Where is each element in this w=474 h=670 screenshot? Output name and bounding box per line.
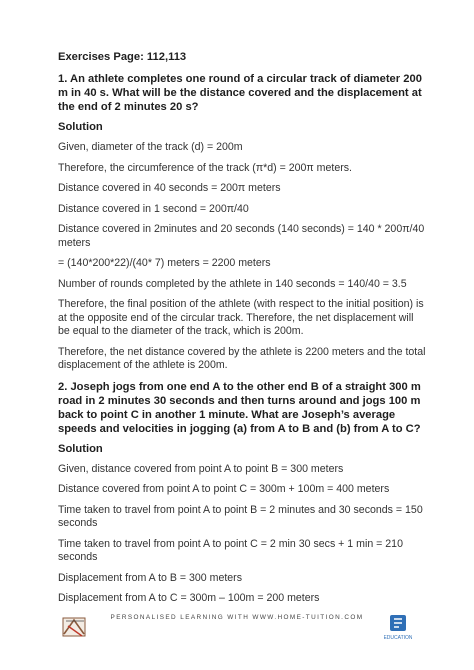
solution-2-lines [58,463,426,606]
solution-line: Therefore, the final position of the athlete (with respect to the initial position) is at the opposite end of the circular track. Therefore, the net displacement will be equal to the diameter of the track, which is 200m. [58,298,424,337]
question-1: 1. An athlete completes one round of a circular track of diameter 200 m in 40 s. What will be the distance covered and the displacement at the end of 2 minutes 20 s? [58,73,422,113]
solution-line: Number of rounds completed by the athlete in 140 seconds = 140/40 = 3.5 [58,277,407,290]
page-footer [0,606,474,646]
question-2: 2. Joseph jogs from one end A to the other end B of a straight 300 m road in 2 minutes 30 seconds and then turns around and jogs 100 m back to point C in another 1 minute. What are Joseph’s average speeds and velocities in jogging (a) from A to B and (b) from A to C? [58,380,421,435]
solution-line: Displacement from A to B = 300 meters [58,571,243,584]
footer-tagline: PERSONALISED LEARNING WITH WWW.HOME-TUITION.COM [110,614,364,621]
solution-line: Time taken to travel from point A to point C = 2 min 30 secs + 1 min = 210 seconds [58,537,403,563]
solution-line: Time taken to travel from point A to point B = 2 minutes and 30 seconds = 150 seconds [58,503,423,529]
solution-2-label: Solution [58,442,103,455]
solution-line: Given, diameter of the track (d) = 200m [58,141,243,153]
solution-line: Given, distance covered from point A to point B = 300 meters [58,462,344,475]
solution-line: Distance covered in 1 second = 200π/40 [58,202,249,215]
solution-line: Therefore, the circumference of the track (π*d) = 200π meters. [58,161,353,174]
solution-1-lines [58,141,426,373]
education-logo-label: EDUCATION [384,635,412,641]
solution-line: Distance covered in 2minutes and 20 seconds (140 seconds) = 140 * 200π/40 meters [58,223,425,249]
solution-line: Displacement from A to C = 300m – 100m = 200 meters [58,592,320,604]
page-heading: Exercises Page: 112,113 [58,51,187,63]
document-body [58,50,426,613]
solution-1-label: Solution [58,121,103,133]
solution-line: Therefore, the net distance covered by the athlete is 2200 meters and the total displacement of the athlete is 200m. [58,345,426,371]
solution-line: Distance covered from point A to point C = 300m + 100m = 400 meters [58,483,390,495]
education-logo-icon [384,612,412,642]
solution-line: = (140*200*22)/(40* 7) meters = 2200 meters [58,257,271,269]
solution-line: Distance covered in 40 seconds = 200π meters [58,182,281,194]
